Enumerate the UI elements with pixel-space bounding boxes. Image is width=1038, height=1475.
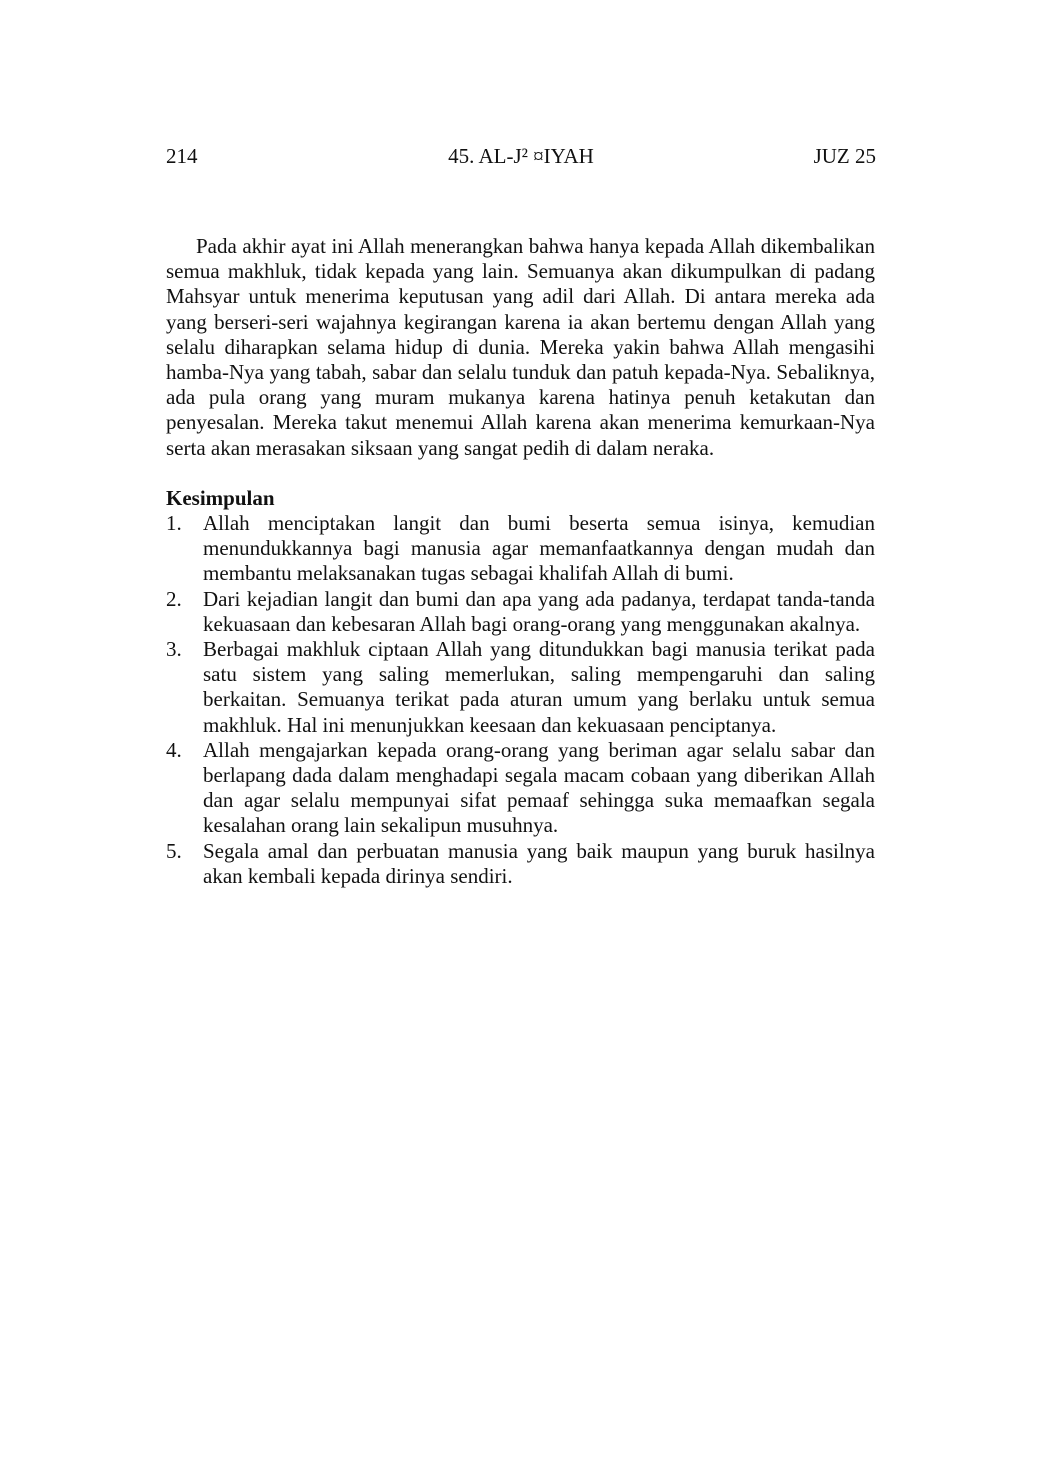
section-heading: Kesimpulan <box>166 485 275 510</box>
list-item-number: 5. <box>166 838 182 863</box>
juz-label: JUZ 25 <box>813 144 876 168</box>
conclusion-list <box>166 511 875 889</box>
list-item-text: Allah mengajarkan kepada orang-orang yang beriman agar selalu sabar dan berlapang dada dalam menghadapi segala macam cobaan yang diberikan Allah dan agar selalu mempunyai sifat pemaaf sehingga suka memaafkan segala kesalahan orang lain sekalipun musuhnya. <box>203 737 875 838</box>
list-item <box>166 511 875 587</box>
list-item-number: 4. <box>166 737 182 762</box>
list-item-text: Allah menciptakan langit dan bumi beserta semua isinya, kemudian menundukkannya bagi manusia agar memanfaatkannya dengan mudah dan membantu melaksanakan tugas sebagai khalifah Allah di bumi. <box>203 511 875 586</box>
list-item-number: 3. <box>166 637 182 662</box>
body-paragraph: Pada akhir ayat ini Allah menerangkan bahwa hanya kepada Allah dikembalikan semua makhluk, tidak kepada yang lain. Semuanya akan dikumpulkan di padang Mahsyar untuk menerima keputusan yang adil dari Allah. Di antara mereka ada yang berseri-seri wajahnya kegirangan karena ia akan bertemu dengan Allah yang selalu diharapkan selama hidup di dunia. Mereka yakin bahwa Allah mengasihi hamba-Nya yang tabah, sabar dan selalu tunduk dan patuh kepada-Nya. Sebaliknya, ada pula orang yang muram mukanya karena hatinya penuh ketakutan dan penyesalan. Mereka takut menemui Allah karena akan menerima kemurkaan-Nya serta akan merasakan siksaan yang sangat pedih di dalam neraka. <box>166 234 875 460</box>
page-number: 214 <box>166 144 198 168</box>
list-item <box>166 637 875 738</box>
list-item-text: Segala amal dan perbuatan manusia yang baik maupun yang buruk hasilnya akan kembali kepada dirinya sendiri. <box>203 838 875 888</box>
list-item-number: 2. <box>166 586 182 611</box>
list-item <box>166 839 875 889</box>
list-item <box>166 738 875 839</box>
list-item-text: Dari kejadian langit dan bumi dan apa yang ada padanya, terdapat tanda-tanda kekuasaan dan kebesaran Allah bagi orang-orang yang menggunakan akalnya. <box>203 586 875 636</box>
chapter-title: 45. AL-J² ¤IYAH <box>448 144 594 168</box>
page-body <box>166 234 875 889</box>
list-item-text: Berbagai makhluk ciptaan Allah yang ditundukkan bagi manusia terikat pada satu sistem yang saling memerlukan, saling mempengaruhi dan saling berkaitan. Semuanya terikat pada aturan umum yang berlaku untuk semua makhluk. Hal ini menunjukkan keesaan dan kekuasaan penciptanya. <box>203 637 875 737</box>
list-item <box>166 587 875 637</box>
page-header <box>166 144 876 174</box>
list-item-number: 1. <box>166 511 182 536</box>
